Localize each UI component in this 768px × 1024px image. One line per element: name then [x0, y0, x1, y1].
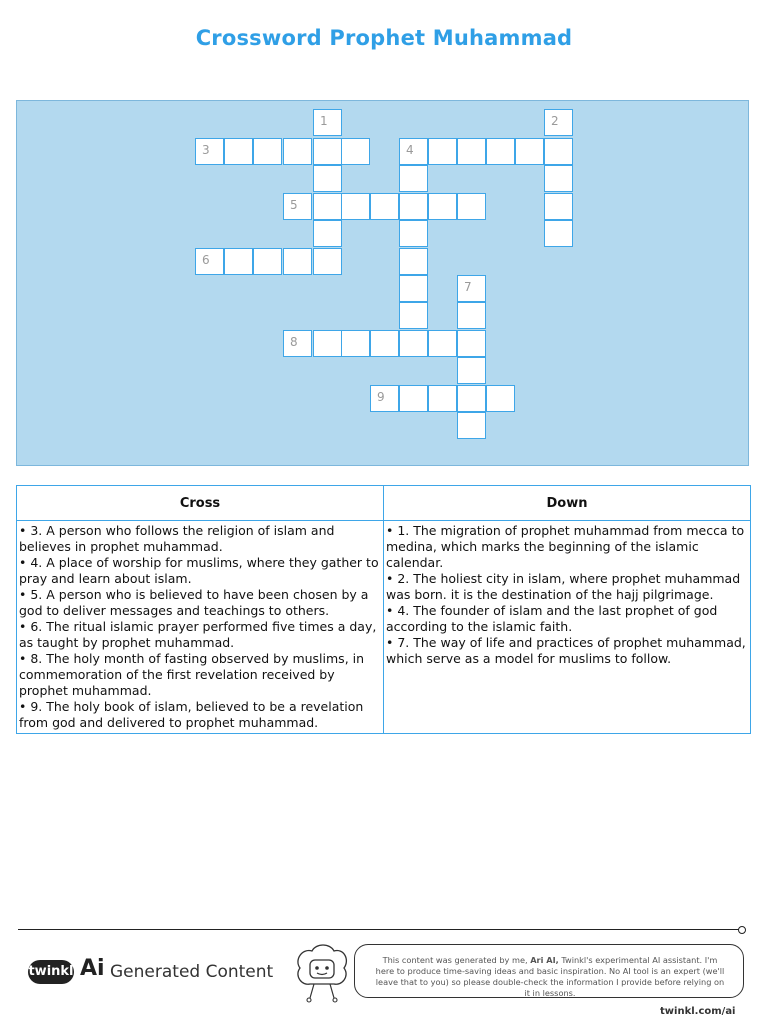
across-clues: [17, 521, 384, 734]
grid-cell[interactable]: [283, 330, 312, 357]
clue-item: • 6. The ritual islamic prayer performed five times a day, as taught by prophet muhammad.: [19, 619, 377, 650]
page-title: Crossword Prophet Muhammad: [195, 26, 573, 50]
robot-mascot-icon: [292, 942, 352, 1004]
grid-cell[interactable]: [313, 193, 342, 220]
clue-item: • 3. A person who follows the religion of islam and believes in prophet muhammad.: [19, 523, 335, 554]
grid-cell[interactable]: [457, 357, 486, 384]
grid-cell[interactable]: [544, 138, 573, 165]
grid-cell[interactable]: [370, 385, 399, 412]
grid-cell[interactable]: [283, 138, 312, 165]
grid-cell[interactable]: [224, 248, 253, 275]
grid-cell[interactable]: [253, 138, 282, 165]
down-header: Down: [384, 486, 751, 521]
grid-cell[interactable]: [283, 248, 312, 275]
grid-cell[interactable]: [313, 248, 342, 275]
clue-item: • 5. A person who is believed to have been chosen by a god to deliver messages and teachings to others.: [19, 587, 369, 618]
grid-cell[interactable]: [399, 165, 428, 192]
grid-cell[interactable]: [457, 138, 486, 165]
grid-cell[interactable]: [544, 220, 573, 247]
grid-cell[interactable]: [399, 385, 428, 412]
grid-cell[interactable]: [341, 138, 370, 165]
clue-item: • 8. The holy month of fasting observed by muslims, in commemoration of the first revelation received by prophet muhammad.: [19, 651, 365, 698]
grid-cell[interactable]: [428, 138, 457, 165]
grid-cell[interactable]: [399, 193, 428, 220]
clue-number: 6: [202, 253, 210, 267]
grid-cell[interactable]: [399, 248, 428, 275]
disclaimer-text: Twinkl's experimental AI assistant. I'm here to produce time-saving ideas and basic inspiration. No AI tool is an expert (we'll leave that to you) so please double-check the information I provide before relying on it in lessons.: [375, 955, 725, 998]
across-header: Cross: [17, 486, 384, 521]
grid-cell[interactable]: [544, 109, 573, 136]
clue-number: 7: [464, 280, 472, 294]
ai-logo-mark: Ai: [80, 956, 105, 981]
clue-number: 5: [290, 198, 298, 212]
clue-item: • 2. The holiest city in islam, where prophet muhammad was born. it is the destination of the hajj pilgrimage.: [386, 571, 741, 602]
twinkl-logo: twinkl: [28, 960, 74, 984]
crossword-grid: [16, 100, 749, 466]
grid-cell[interactable]: [341, 330, 370, 357]
grid-cell[interactable]: [428, 330, 457, 357]
assistant-name: Ari AI,: [530, 955, 559, 965]
ai-disclaimer: [354, 944, 744, 998]
grid-cell[interactable]: [544, 165, 573, 192]
footer-divider-end: [738, 926, 746, 934]
grid-cell[interactable]: [457, 330, 486, 357]
grid-cell[interactable]: [428, 193, 457, 220]
clue-item: • 9. The holy book of islam, believed to be a revelation from god and delivered to prophet muhammad.: [19, 699, 364, 730]
disclaimer-text: This content was generated by me,: [382, 955, 531, 965]
clue-number: 4: [406, 143, 414, 157]
grid-cell[interactable]: [486, 385, 515, 412]
grid-cell[interactable]: [313, 109, 342, 136]
grid-cell[interactable]: [224, 138, 253, 165]
grid-cell[interactable]: [457, 302, 486, 329]
grid-cell[interactable]: [457, 412, 486, 439]
clues-table: [16, 485, 751, 734]
grid-cell[interactable]: [457, 275, 486, 302]
grid-cell[interactable]: [399, 330, 428, 357]
clue-item: • 4. A place of worship for muslims, where they gather to pray and learn about islam.: [19, 555, 379, 586]
grid-cell[interactable]: [399, 220, 428, 247]
clue-item: • 1. The migration of prophet muhammad from mecca to medina, which marks the beginning of the islamic calendar.: [386, 523, 745, 570]
grid-cell[interactable]: [399, 275, 428, 302]
grid-cell[interactable]: [399, 138, 428, 165]
grid-cell[interactable]: [313, 330, 342, 357]
grid-cell[interactable]: [283, 193, 312, 220]
grid-cell[interactable]: [370, 193, 399, 220]
grid-cell[interactable]: [457, 193, 486, 220]
clue-number: 3: [202, 143, 210, 157]
grid-cell[interactable]: [399, 302, 428, 329]
grid-cell[interactable]: [428, 385, 457, 412]
clue-number: 8: [290, 335, 298, 349]
grid-cell[interactable]: [515, 138, 544, 165]
grid-cell[interactable]: [195, 138, 224, 165]
clue-number: 9: [377, 390, 385, 404]
grid-cell[interactable]: [253, 248, 282, 275]
grid-cell[interactable]: [544, 193, 573, 220]
down-clues: [384, 521, 751, 734]
generated-content-label: Generated Content: [110, 962, 274, 982]
footer-url[interactable]: twinkl.com/ai: [660, 1006, 736, 1017]
clue-item: • 7. The way of life and practices of prophet muhammad, which serve as a model for muslims to follow.: [386, 635, 746, 666]
grid-cell[interactable]: [313, 138, 342, 165]
grid-cell[interactable]: [313, 220, 342, 247]
grid-cell[interactable]: [457, 385, 486, 412]
grid-cell[interactable]: [195, 248, 224, 275]
clue-number: 2: [551, 114, 559, 128]
footer-divider: [18, 929, 740, 930]
grid-cell[interactable]: [486, 138, 515, 165]
clue-number: 1: [320, 114, 328, 128]
grid-cell[interactable]: [370, 330, 399, 357]
grid-cell[interactable]: [341, 193, 370, 220]
clue-item: • 4. The founder of islam and the last prophet of god according to the islamic faith.: [386, 603, 718, 634]
grid-cell[interactable]: [313, 165, 342, 192]
